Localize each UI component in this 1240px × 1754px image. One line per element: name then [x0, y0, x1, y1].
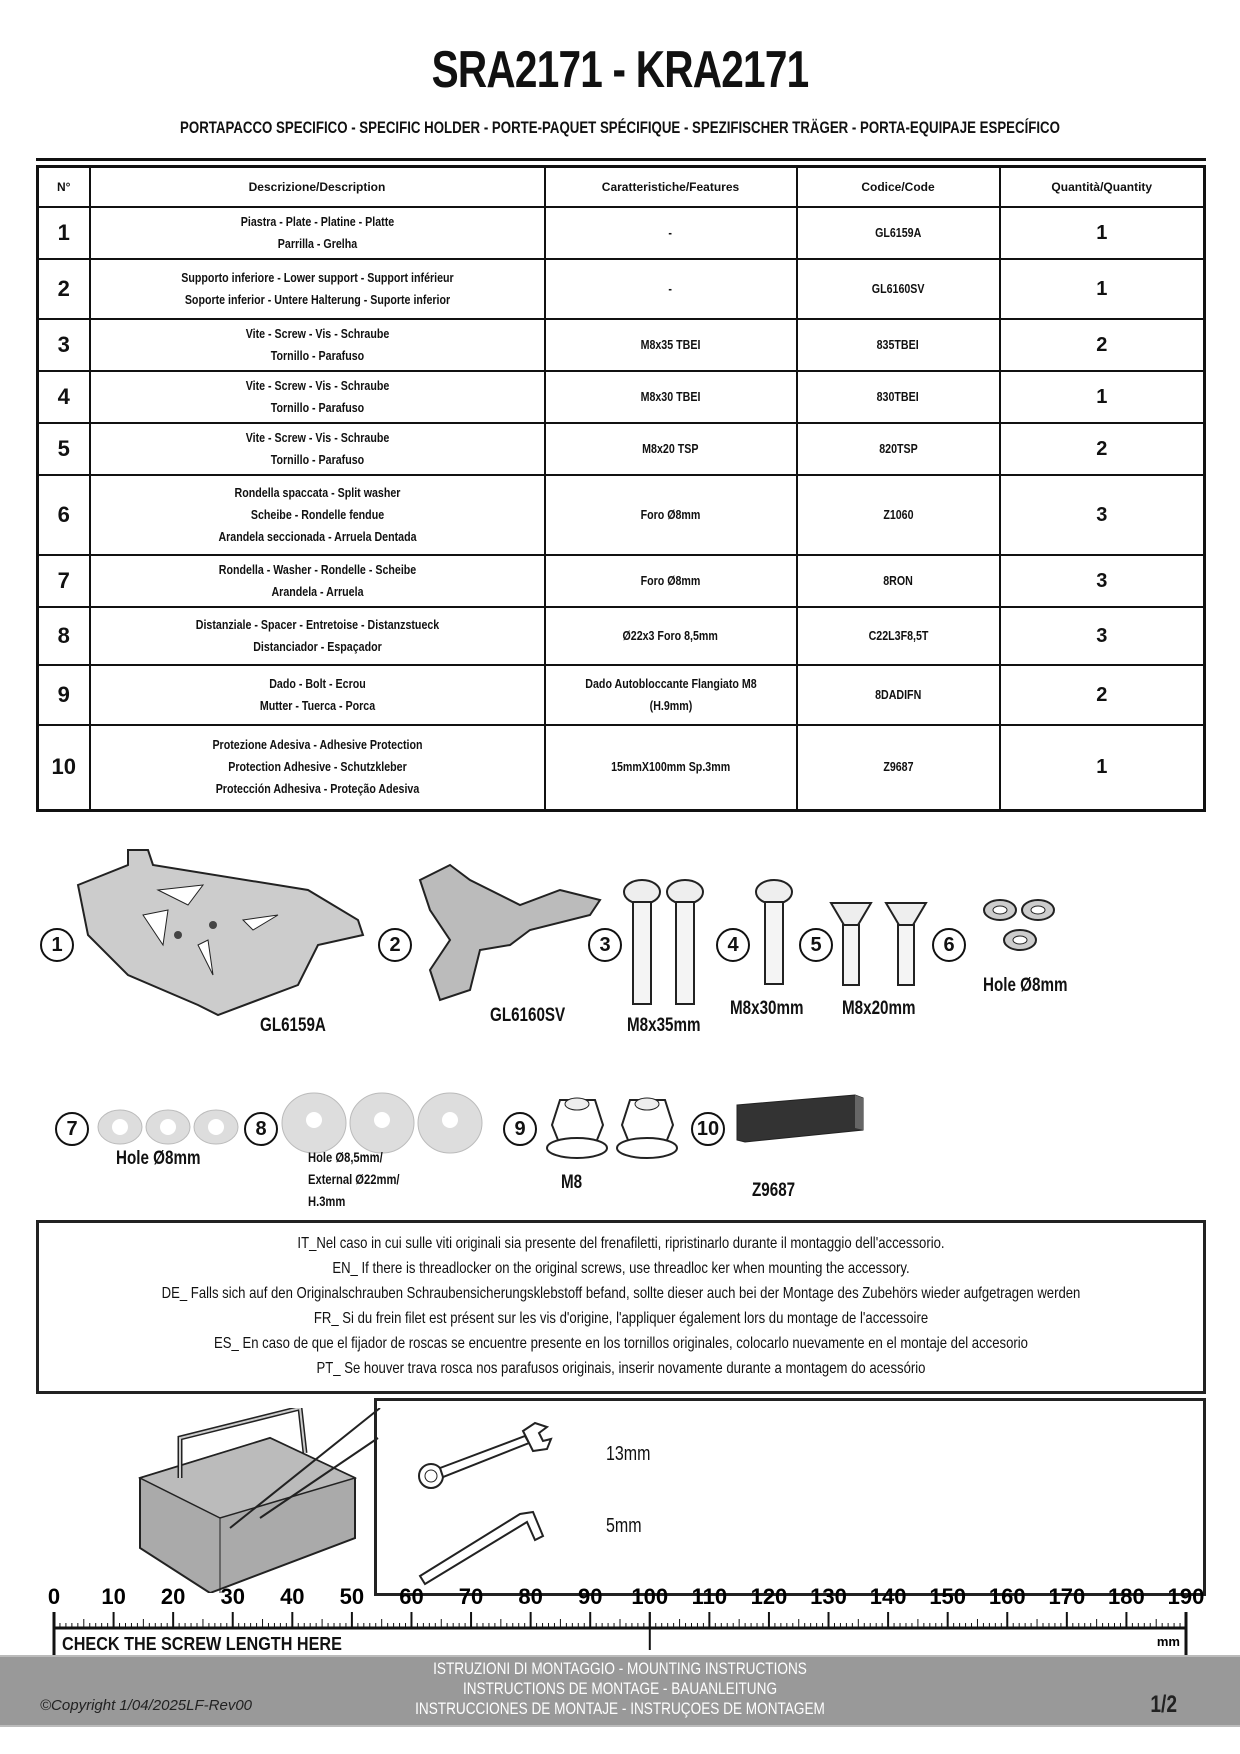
item-code: [797, 319, 1000, 371]
features-text: Ø22x3 Foro 8,5mm: [622, 627, 719, 643]
column-header: Quantità/Quantity: [1000, 167, 1205, 207]
note-it: IT_Nel caso in cui sulle viti originali sia presente del frenafiletti, ripristinarlo durante il montaggio dell'accessorio.: [297, 1235, 945, 1252]
ruler-tick-label: 100: [631, 1584, 669, 1609]
description-line: Tornillo - Parafuso: [270, 399, 364, 415]
item-number: 4: [38, 371, 90, 423]
code-text: 835TBEI: [876, 336, 920, 352]
footer-title-line: INSTRUCCIONES DE MONTAJE - INSTRUÇOES DE MONTAGEM: [415, 1699, 825, 1718]
item-number: 3: [38, 319, 90, 371]
copyright: ©Copyright 1/04/2025LF-Rev00: [40, 1697, 253, 1714]
item-features: [545, 665, 797, 725]
item-quantity: 1: [1000, 725, 1205, 811]
item-number: 2: [38, 259, 90, 319]
ruler-tick-label: 150: [929, 1584, 967, 1609]
item-code: [797, 259, 1000, 319]
description-line: Vite - Screw - Vis - Schraube: [245, 325, 389, 341]
description-line: Arandela seccionada - Arruela Dentada: [217, 528, 417, 544]
item-number: 9: [38, 665, 90, 725]
threadlocker-notes: [36, 1220, 1206, 1394]
item-number: 8: [38, 607, 90, 665]
item-code: [797, 371, 1000, 423]
table-row: [38, 259, 1205, 319]
split-washer-illustration: [982, 895, 1062, 965]
column-header: N°: [38, 167, 90, 207]
item-quantity: 2: [1000, 423, 1205, 475]
item-description: [90, 259, 545, 319]
ruler-tick-label: 70: [458, 1584, 484, 1609]
features-text: M8x30 TBEI: [640, 388, 701, 404]
item-features: [545, 555, 797, 607]
parts-table: [36, 165, 1206, 812]
features-text: Dado Autobloccante Flangiato M8 (H.9mm): [584, 675, 757, 713]
item-code: [797, 555, 1000, 607]
code-text: 830TBEI: [876, 388, 920, 404]
ruler-tick-label: 20: [160, 1584, 186, 1609]
item-code: [797, 475, 1000, 555]
screw-m8x30-illustration: [752, 878, 796, 988]
ruler-tick-label: 50: [339, 1584, 365, 1609]
item-features: [545, 371, 797, 423]
description-line: Rondella spaccata - Split washer: [234, 484, 400, 500]
item-number: 1: [38, 207, 90, 259]
table-row: [38, 371, 1205, 423]
description-line: Protezione Adesiva - Adhesive Protection: [211, 737, 423, 753]
description-line: Soporte inferior - Untere Halterung - Suporte inferior: [184, 291, 450, 307]
item-number: 5: [38, 423, 90, 475]
item-quantity: 3: [1000, 475, 1205, 555]
part-badge: 10: [691, 1112, 725, 1146]
part-badge: 1: [40, 928, 74, 962]
part-label: GL6159A: [260, 1015, 326, 1036]
ruler-tick-label: 190: [1167, 1584, 1205, 1609]
ruler-tick-label: 0: [47, 1584, 61, 1609]
item-code: [797, 423, 1000, 475]
code-text: GL6159A: [874, 224, 922, 240]
description-line: Protección Adhesiva - Proteção Adesiva: [215, 781, 419, 797]
note-de: DE_ Falls sich auf den Originalschrauben Schraubensicherungsklebstoff befand, sollte dieser auch bei der Montage des Zubehörs wieder aufgetragen werden: [161, 1285, 1081, 1302]
item-quantity: 3: [1000, 607, 1205, 665]
adhesive-strip-illustration: [735, 1090, 865, 1150]
description-line: Tornillo - Parafuso: [270, 451, 364, 467]
lower-support-illustration: [410, 860, 610, 1005]
flange-nut-illustration: [545, 1090, 685, 1160]
column-header: Caratteristiche/Features: [545, 167, 797, 207]
ruler-tick-label: 80: [518, 1584, 543, 1609]
item-code: [797, 207, 1000, 259]
features-text: -: [668, 280, 673, 296]
washer-illustration: [96, 1105, 241, 1150]
code-text: 8RON: [883, 572, 913, 588]
features-text: -: [668, 224, 673, 240]
footer-title-line: ISTRUZIONI DI MONTAGGIO - MOUNTING INSTRUCTIONS: [433, 1659, 807, 1678]
footer-title-line: INSTRUCTIONS DE MONTAGE - BAUANLEITUNG: [462, 1679, 778, 1698]
item-code: [797, 725, 1000, 811]
code-text: 820TSP: [878, 440, 918, 456]
part-badge: 7: [55, 1112, 89, 1146]
item-quantity: 2: [1000, 319, 1205, 371]
item-features: [545, 319, 797, 371]
page-number: 1/2: [1149, 1691, 1177, 1718]
column-header: Codice/Code: [797, 167, 1000, 207]
description-line: Parrilla - Grelha: [277, 235, 357, 251]
screw-m8x35-illustration: [620, 878, 710, 1008]
code-text: Z9687: [882, 759, 914, 775]
ruler-tick-label: 10: [101, 1584, 126, 1609]
table-header-row: [38, 167, 1205, 207]
item-number: 7: [38, 555, 90, 607]
hex-key-size-label: 5mm: [606, 1515, 642, 1537]
item-description: [90, 607, 545, 665]
item-features: [545, 607, 797, 665]
item-description: [90, 207, 545, 259]
features-text: 15mmX100mm Sp.3mm: [610, 759, 731, 775]
table-row: [38, 665, 1205, 725]
item-code: [797, 607, 1000, 665]
description-line: Distanziale - Spacer - Entretoise - Distanzstueck: [195, 616, 439, 632]
table-row: [38, 725, 1205, 811]
document-subtitle: PORTAPACCO SPECIFICO - SPECIFIC HOLDER - PORTE-PAQUET SPÉCIFIQUE - SPEZIFISCHER TRÄGER - PORTA-EQUIPAJE ESPECÍFICO: [180, 118, 1060, 137]
note-fr: FR_ Si du frein filet est présent sur les vis d'origine, l'appliquer également lors du montage de l'accessoire: [313, 1310, 929, 1327]
item-features: [545, 475, 797, 555]
part-badge: 5: [799, 928, 833, 962]
note-pt: PT_ Se houver trava rosca nos parafusos originais, inserir novamente durante a montagem do acessório: [316, 1360, 926, 1377]
toolbox-icon: [120, 1408, 390, 1593]
code-text: GL6160SV: [871, 280, 925, 296]
features-text: Foro Ø8mm: [640, 572, 701, 588]
part-label: M8x30mm: [730, 998, 804, 1019]
part-badge: 3: [588, 928, 622, 962]
part-label: Z9687: [752, 1180, 796, 1201]
description-line: Supporto inferiore - Lower support - Support inférieur: [180, 269, 454, 285]
part-label: Hole Ø8,5mm/ External Ø22mm/ H.3mm: [308, 1149, 400, 1209]
description-line: Dado - Bolt - Ecrou: [268, 675, 366, 691]
screw-m8x20-illustration: [826, 895, 936, 990]
code-text: C22L3F8,5T: [868, 627, 928, 643]
description-line: Piastra - Plate - Platine - Platte: [240, 213, 394, 229]
code-text: Z1060: [882, 506, 914, 522]
part-badge: 6: [932, 928, 966, 962]
item-description: [90, 319, 545, 371]
table-row: [38, 423, 1205, 475]
part-badge: 8: [244, 1112, 278, 1146]
ruler-tick-label: 170: [1048, 1584, 1086, 1609]
ruler-tick-label: 130: [810, 1584, 847, 1609]
table-row: [38, 207, 1205, 259]
description-line: Protection Adhesive - Schutzkleber: [227, 759, 407, 775]
ruler-tick-label: 90: [577, 1584, 603, 1609]
ruler-tick-label: 40: [280, 1584, 305, 1609]
description-line: Mutter - Tuerca - Porca: [259, 697, 375, 713]
table-row: [38, 607, 1205, 665]
description-line: Rondella - Washer - Rondelle - Scheibe: [218, 561, 416, 577]
item-features: [545, 259, 797, 319]
description-line: Vite - Screw - Vis - Schraube: [245, 429, 389, 445]
part-label: GL6160SV: [490, 1005, 566, 1026]
item-features: [545, 423, 797, 475]
description-line: Distanciador - Espaçador: [252, 638, 382, 654]
features-text: Foro Ø8mm: [640, 506, 701, 522]
item-description: [90, 371, 545, 423]
item-description: [90, 665, 545, 725]
part-label: M8: [561, 1172, 583, 1193]
part-badge: 4: [716, 928, 750, 962]
item-description: [90, 725, 545, 811]
part-label: M8x20mm: [842, 998, 916, 1019]
note-en: EN_ If there is threadlocker on the original screws, use threadloc ker when mounting the accessory.: [332, 1260, 910, 1277]
wrench-icon: [415, 1421, 555, 1491]
item-features: [545, 207, 797, 259]
hex-key-icon: [415, 1506, 555, 1586]
item-quantity: 1: [1000, 371, 1205, 423]
item-features: [545, 725, 797, 811]
item-code: [797, 665, 1000, 725]
item-description: [90, 423, 545, 475]
footer-bar: [0, 1655, 1240, 1727]
item-quantity: 1: [1000, 259, 1205, 319]
item-number: 10: [38, 725, 90, 811]
description-line: Arandela - Arruela: [270, 583, 364, 599]
wrench-size-label: 13mm: [606, 1443, 651, 1465]
ruler-tick-label: 30: [220, 1584, 245, 1609]
item-number: 6: [38, 475, 90, 555]
item-description: [90, 475, 545, 555]
code-text: 8DADIFN: [874, 686, 922, 702]
note-es: ES_ En caso de que el fijador de roscas se encuentre presente en los tornillos originales, colocarlo nuevamente en el montaje del accesorio: [214, 1335, 1028, 1352]
item-quantity: 2: [1000, 665, 1205, 725]
item-description: [90, 555, 545, 607]
tools-panel: [374, 1398, 1206, 1596]
column-header: Descrizione/Description: [90, 167, 545, 207]
features-text: M8x35 TBEI: [640, 336, 701, 352]
item-quantity: 1: [1000, 207, 1205, 259]
table-row: [38, 555, 1205, 607]
ruler-tick-label: 60: [399, 1584, 424, 1609]
part-label: M8x35mm: [627, 1015, 701, 1036]
table-row: [38, 319, 1205, 371]
ruler-tick-label: 140: [869, 1584, 907, 1609]
document-title: SRA2171 - KRA2171: [431, 41, 809, 99]
description-line: Tornillo - Parafuso: [270, 347, 364, 363]
ruler-tick-label: 110: [691, 1584, 728, 1609]
ruler-tick-label: 180: [1108, 1584, 1145, 1609]
features-text: M8x20 TSP: [642, 440, 699, 456]
description-line: Vite - Screw - Vis - Schraube: [245, 377, 389, 393]
part-label: Hole Ø8mm: [983, 975, 1068, 996]
part-badge: 9: [503, 1112, 537, 1146]
plate-illustration: [68, 845, 378, 1025]
description-line: Scheibe - Rondelle fendue: [250, 506, 384, 522]
ruler-tick-label: 160: [988, 1584, 1026, 1609]
ruler-tick-label: 120: [750, 1584, 788, 1609]
check-screw-length-label: CHECK THE SCREW LENGTH HERE: [62, 1634, 342, 1654]
divider: [36, 158, 1206, 161]
part-label: Hole Ø8mm: [116, 1148, 201, 1169]
table-row: [38, 475, 1205, 555]
item-quantity: 3: [1000, 555, 1205, 607]
part-badge: 2: [378, 928, 412, 962]
ruler-unit-label: mm: [1156, 1634, 1180, 1649]
